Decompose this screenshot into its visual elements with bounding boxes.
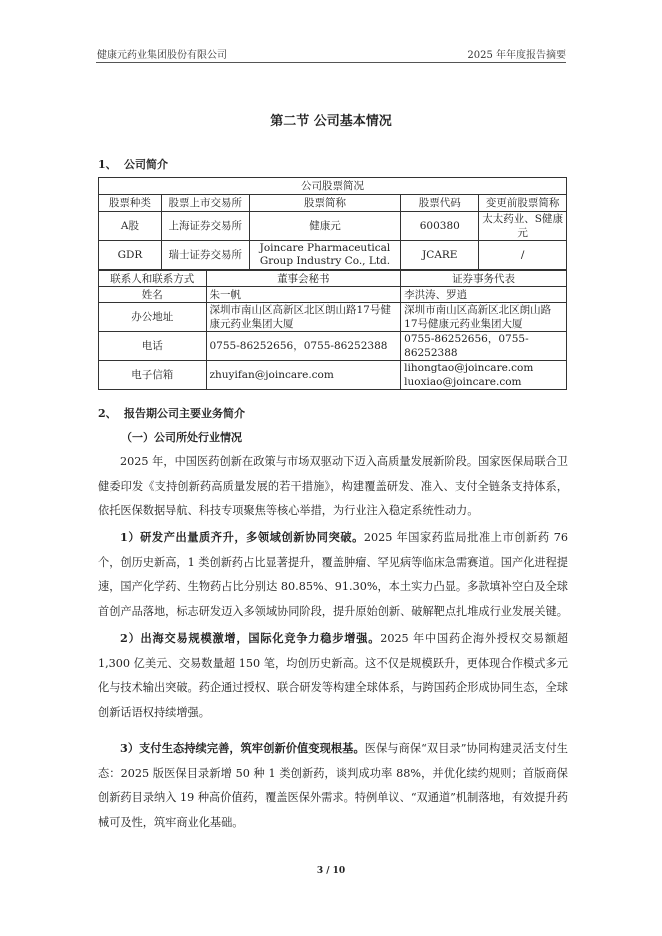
table-cell: 健康元 [249, 212, 401, 241]
table-cell: 深圳市南山区高新区北区朗山路17号健康元药业集团大厦 [206, 303, 401, 332]
stock-table-caption: 公司股票简况 [99, 178, 567, 195]
email-line: lihongtao@joincare.com [404, 362, 534, 374]
table-row [99, 332, 567, 361]
header-cell: 变更前股票简称 [479, 195, 567, 212]
table-cell: 太太药业、S健康元 [479, 212, 567, 241]
table-row [99, 241, 567, 270]
paragraph-1: 2025 年，中国医药创新在政策与市场双驱动下迈入高质量发展新阶段。国家医保局联合卫健委印发《支持创新药高质量发展的若干措施》，构建覆盖研发、准入、支付全链条支持体系，依托医保数据导航、科技专项聚焦等核心举措，为行业注入稳定系统性动力。 [98, 455, 568, 517]
table-header-row [99, 195, 567, 212]
section-2-title: 报告期公司主要业务简介 [124, 407, 245, 420]
contact-table [98, 270, 567, 390]
paragraph-4 [98, 736, 568, 835]
table-row [99, 212, 567, 241]
paragraph-3 [98, 626, 568, 725]
paragraph-3-lead: 2）出海交易规模激增，国际化竞争力稳步增强。 [120, 631, 381, 645]
table-cell: A股 [99, 212, 162, 241]
table-cell: GDR [99, 241, 162, 270]
header-cell: 股票代码 [401, 195, 479, 212]
table-cell: 李洪涛、罗逍 [401, 287, 567, 303]
header-report-title: 2025 年年度报告摘要 [467, 50, 566, 61]
table-cell: / [479, 241, 567, 270]
subsection-heading: （一）公司所处行业情况 [121, 431, 242, 444]
table-header-row [99, 271, 567, 287]
table-cell: 瑞士证券交易所 [161, 241, 249, 270]
header-company: 健康元药业集团股份有限公司 [97, 50, 227, 61]
section-2-heading [98, 405, 245, 421]
section-title: 第二节 公司基本情况 [270, 114, 392, 129]
table-cell: 姓名 [99, 287, 207, 303]
paragraph-2-body: 2025 年国家药监局批准上市创新药 76 个，创历史新高，1 类创新药占比显著提升，覆盖肿瘤、罕见病等临床急需赛道。国产化进程提速，国产化学药、生物药占比分别达 80.85%、91.30%，本土实力凸显。多款填补空白及全球首创产品落地，标志研发迈入多领域协同阶段，提升原始创新、破解靶点扎堆成行业发展关键。 [98, 531, 568, 618]
table-cell: zhuyifan@joincare.com [206, 361, 401, 390]
header-cell: 股票上市交易所 [161, 195, 249, 212]
section-1-title: 公司简介 [124, 158, 168, 171]
table-cell: 电子信箱 [99, 361, 207, 390]
table-row [99, 361, 567, 390]
table-cell: 0755-86252656，0755-86252388 [206, 332, 401, 361]
table-cell: Joincare Pharmaceutical Group Industry Co., Ltd. [249, 241, 401, 270]
table-row [99, 287, 567, 303]
table-cell: 深圳市南山区高新区北区朗山路17号健康元药业集团大厦 [401, 303, 567, 332]
paragraph-2-lead: 1）研发产出量质齐升，多领域创新协同突破。 [120, 530, 364, 544]
paragraph-4-body: 医保与商保“双目录”协同构建灵活支付生态：2025 版医保目录新增 50 种 1 类创新药，谈判成功率 88%，并优化续约规则；首版商保创新药目录纳入 19 种高价值药，覆盖医保外需求。特例单议、“双通道”机制落地，有效提升药械可及性，筑牢商业化基础。 [98, 742, 568, 829]
table-row [99, 303, 567, 332]
table-cell: 办公地址 [99, 303, 207, 332]
email-line: luoxiao@joincare.com [404, 376, 522, 388]
header-cell: 联系人和联系方式 [99, 271, 207, 287]
paragraph-4-lead: 3）支付生态持续完善，筑牢创新价值变现根基。 [120, 741, 365, 755]
section-2-number: 2、 [98, 407, 117, 420]
table-cell: JCARE [401, 241, 479, 270]
table-cell: 0755-86252656，0755-86252388 [401, 332, 567, 361]
section-1-number: 1、 [98, 158, 117, 171]
paragraph-2 [98, 525, 568, 624]
table-cell: 朱一帆 [206, 287, 401, 303]
header-cell: 董事会秘书 [206, 271, 401, 287]
page-number: 3 / 10 [316, 866, 346, 876]
paragraph-3-body: 2025 年中国药企海外授权交易额超 1,300 亿美元、交易数量超 150 笔，均创历史新高。这不仅是规模跃升，更体现合作模式多元化与技术输出突破。药企通过授权、联合研发等构建全球体系，与跨国药企形成协同生态，全球创新话语权持续增强。 [98, 632, 568, 719]
table-cell: 600380 [401, 212, 479, 241]
table-cell: 电话 [99, 332, 207, 361]
header-cell: 证券事务代表 [401, 271, 567, 287]
table-cell: 上海证券交易所 [161, 212, 249, 241]
stock-info-table [98, 177, 567, 270]
table-cell [401, 361, 567, 390]
header-divider [96, 62, 566, 63]
header-cell: 股票种类 [99, 195, 162, 212]
header-cell: 股票简称 [249, 195, 401, 212]
section-1-heading [98, 156, 168, 172]
